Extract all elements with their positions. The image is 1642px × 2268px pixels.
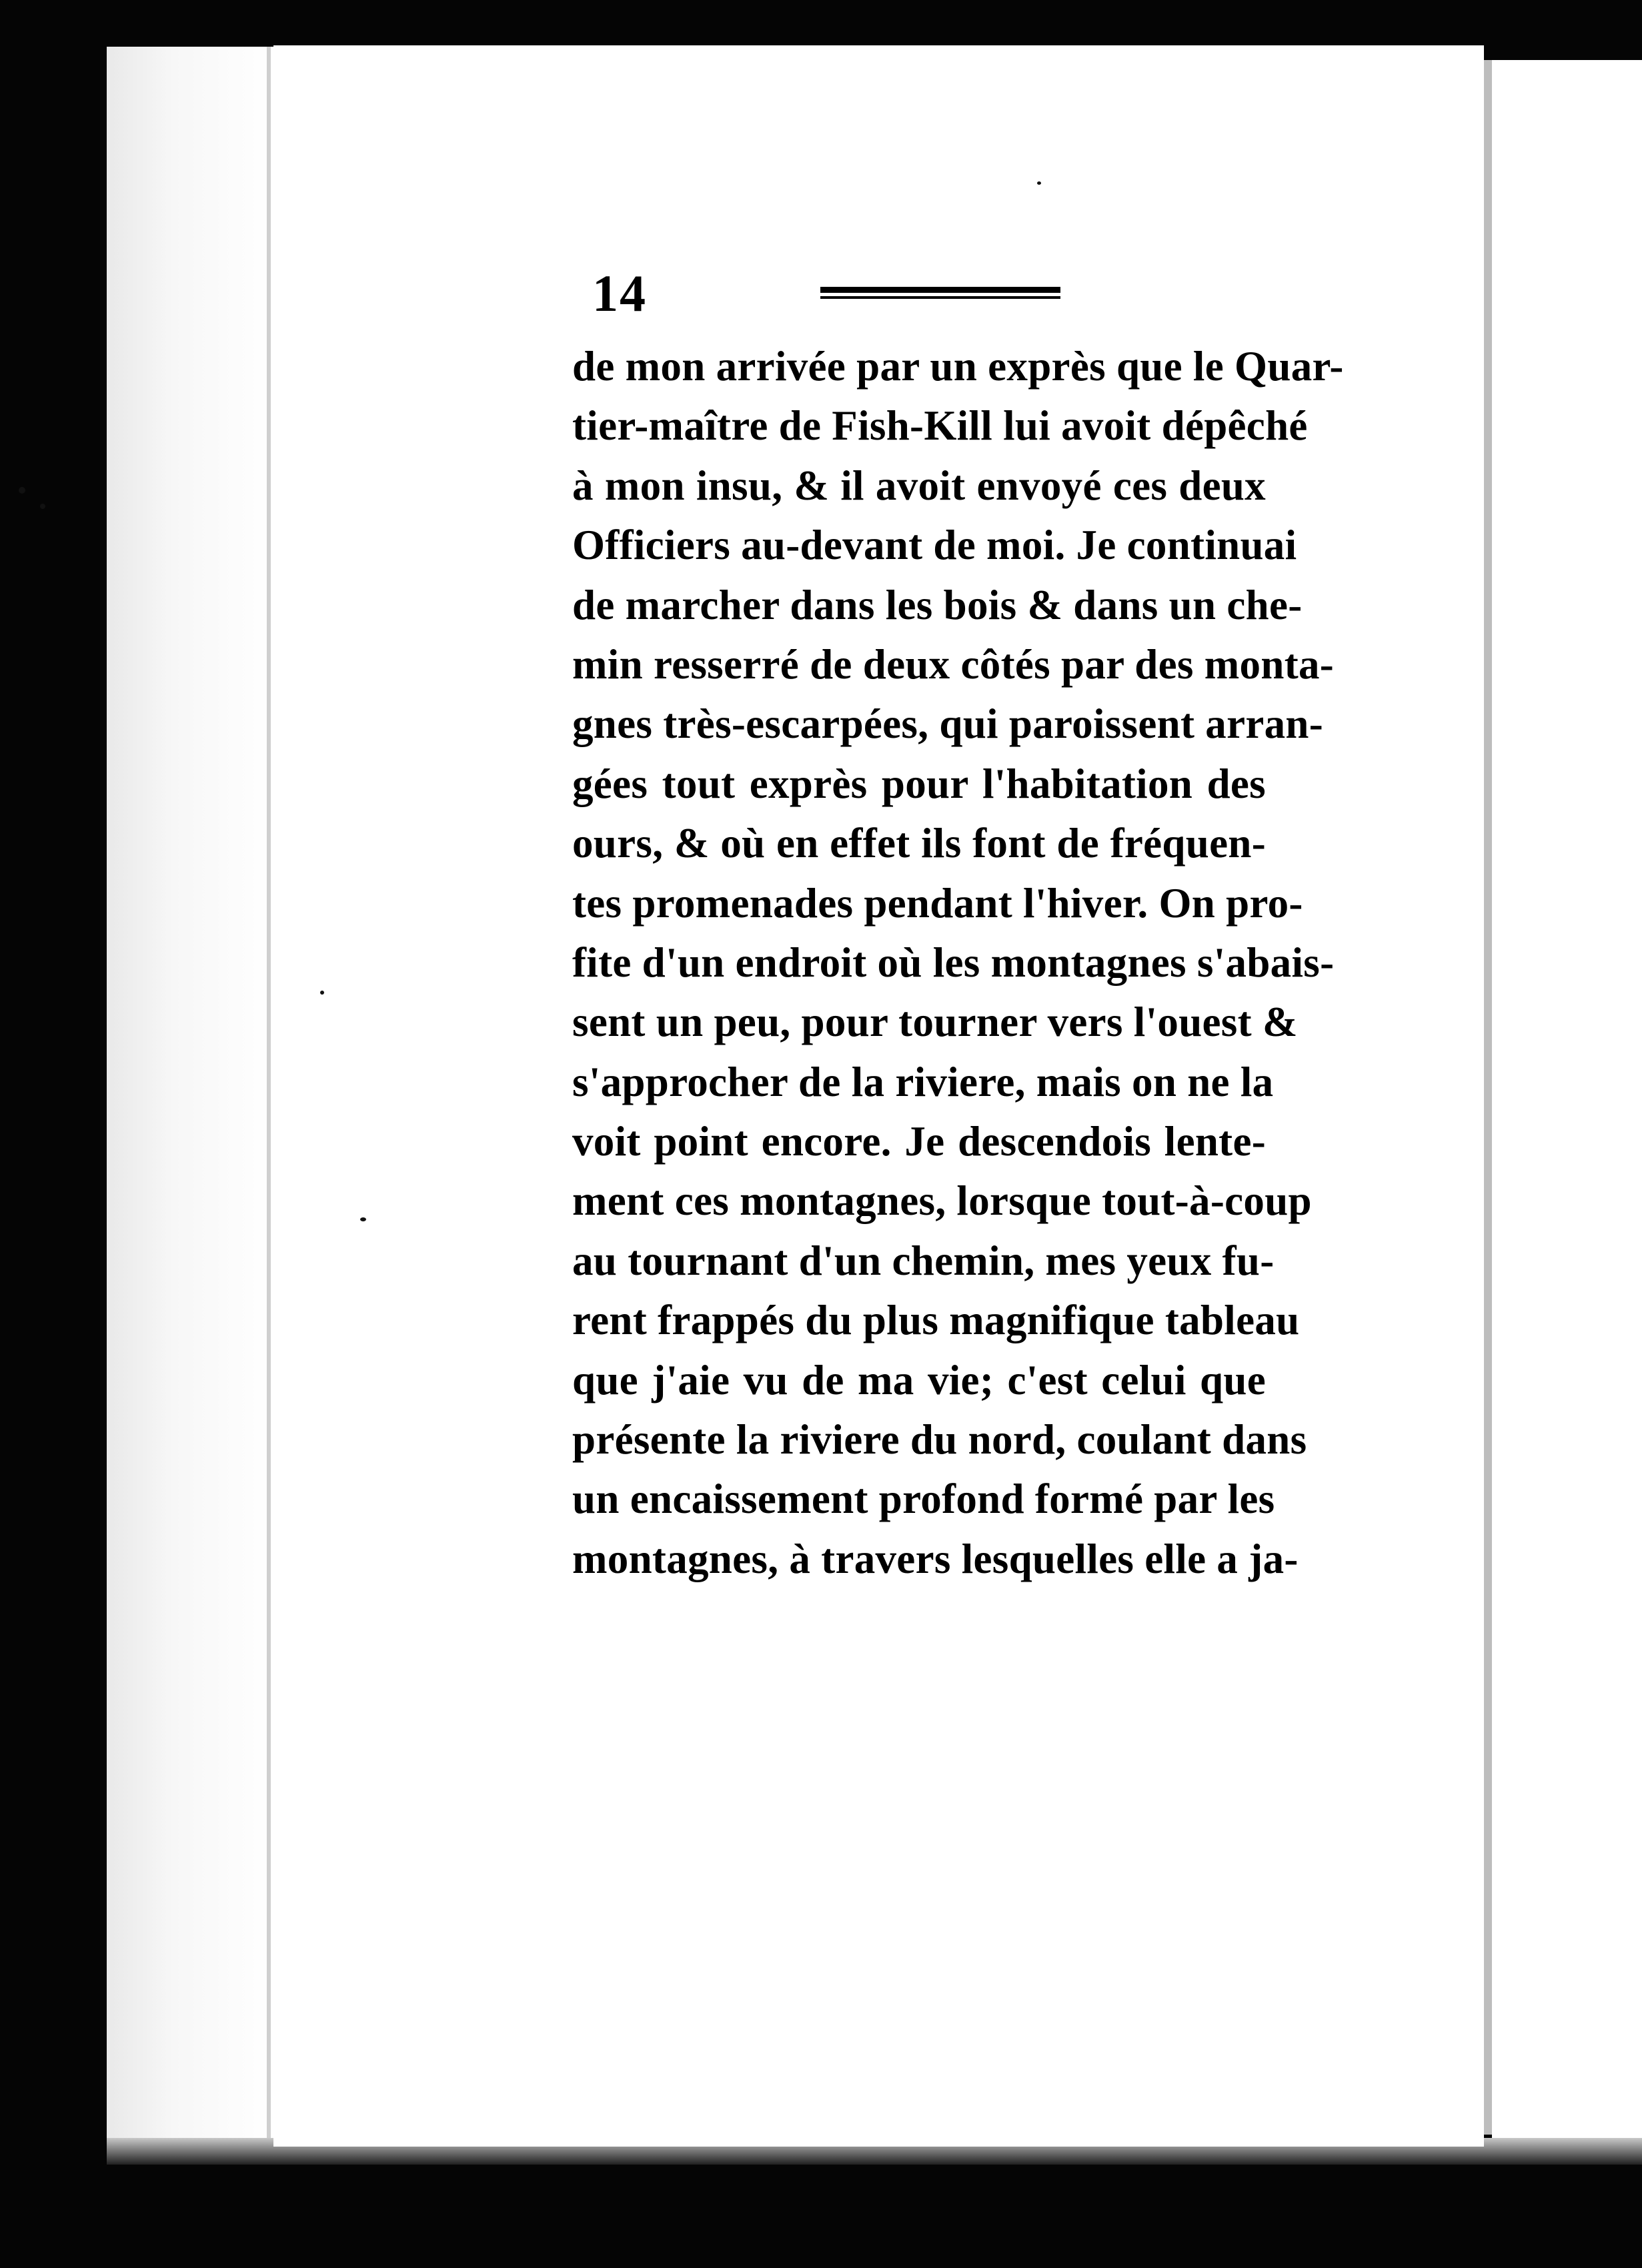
text-line: montagnes, à travers lesquelles elle a ja- — [572, 1535, 1299, 1582]
text-line: fite d'un endroit où les montagnes s'abais- — [572, 939, 1335, 986]
text-line: tier-maître de Fish-Kill lui avoit dépêché — [572, 402, 1308, 450]
header-rule — [820, 287, 1060, 302]
text-line: de marcher dans les bois & dans un che- — [572, 581, 1303, 628]
scan-speck — [1037, 181, 1041, 185]
text-line: au tournant d'un chemin, mes yeux fu- — [572, 1237, 1275, 1284]
text-line: gnes très-escarpées, qui paroissent arran- — [572, 700, 1324, 748]
text-line: ours, & où en effet ils font de fréquen- — [572, 820, 1266, 867]
next-page-edge — [1492, 60, 1642, 2148]
text-line: voit point encore. Je descendois lente- — [572, 1118, 1266, 1165]
scan-speck — [19, 487, 25, 494]
text-line: un encaissement profond formé par les — [572, 1476, 1275, 1523]
text-line: présente la riviere du nord, coulant dans — [572, 1416, 1307, 1464]
text-line: à mon insu, & il avoit envoyé ces deux — [572, 462, 1266, 509]
text-line: gées tout exprès pour l'habitation des — [572, 760, 1266, 807]
page-header — [587, 264, 1267, 322]
scan-speck — [320, 991, 324, 995]
previous-page-edge — [107, 47, 273, 2141]
body-text — [572, 337, 1344, 1589]
header-rule-thick — [820, 287, 1060, 293]
scan-speck — [40, 504, 45, 509]
text-line: min resserré de deux côtés par des monta- — [572, 640, 1335, 688]
text-line: de mon arrivée par un exprès que le Quar- — [572, 343, 1344, 390]
text-line: s'approcher de la riviere, mais on ne la — [572, 1058, 1274, 1105]
text-line: ment ces montagnes, lorsque tout-à-coup — [572, 1177, 1312, 1225]
text-line: que j'aie vu de ma vie; c'est celui que — [572, 1356, 1266, 1403]
page-number: 14 — [592, 264, 647, 322]
text-line: tes promenades pendant l'hiver. On pro- — [572, 879, 1303, 927]
text-line: Officiers au-devant de moi. Je continuai — [572, 522, 1297, 569]
text-line: sent un peu, pour tourner vers l'ouest & — [572, 999, 1298, 1046]
scan-speck — [360, 1217, 366, 1221]
text-line: rent frappés du plus magnifique tableau — [572, 1297, 1300, 1344]
page-gutter-shadow — [1484, 60, 1492, 2135]
header-rule-thin — [820, 296, 1060, 299]
